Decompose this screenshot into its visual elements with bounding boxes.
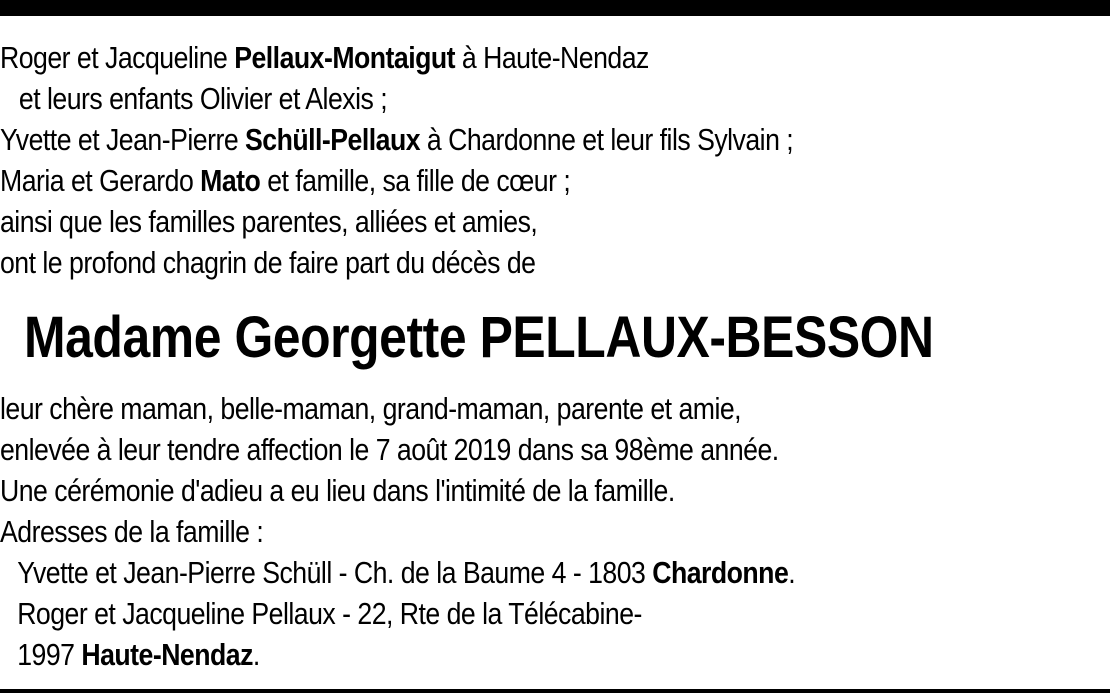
announcer-line-1 [0,37,955,78]
address-line-3 [0,634,955,675]
announcer-line-4 [0,160,955,201]
address-line-2 [0,593,955,634]
announcer-4-relation: et famille, sa fille de cœur ; [260,163,571,198]
announcer-4-names: Maria et Gerardo [0,163,201,198]
details-line-4: Adresses de la famille : [0,514,264,549]
address-3-end: . [252,637,260,672]
announcer-line-2: et leurs enfants Olivier et Alexis ; [18,81,388,116]
address-1-locality: Chardonne [652,555,789,590]
deceased-name-heading: Madame Georgette PELLAUX-BESSON [24,305,934,370]
announcer-line-5: ainsi que les familles parentes, alliées et amies, [0,204,538,239]
address-2-text: Roger et Jacqueline Pellaux - 22, Rte de la Télécabine- [17,596,642,631]
announcers-block [0,37,955,283]
address-1-end: . [788,555,796,590]
details-line-1: leur chère maman, belle-maman, grand-maman, parente et amie, [0,391,742,426]
announcer-1-surname: Pellaux-Montaigut [234,40,456,75]
announcer-line-6: ont le profond chagrin de faire part du décès de [0,245,536,280]
announcer-line-3 [0,119,955,160]
address-line-1 [0,552,955,593]
announcer-1-location: à Haute-Nendaz [455,40,649,75]
address-1-text: Yvette et Jean-Pierre Schüll - Ch. de la Baume 4 - 1803 [17,555,653,590]
details-line-2: enlevée à leur tendre affection le 7 août 2019 dans sa 98ème année. [0,432,779,467]
announcer-4-surname: Mato [200,163,261,198]
bottom-border-rule [0,689,1110,693]
top-border-rule [0,0,1110,16]
announcer-3-names: Yvette et Jean-Pierre [0,122,246,157]
address-3-locality: Haute-Nendaz [81,637,253,672]
announcer-3-location: à Chardonne et leur fils Sylvain ; [420,122,794,157]
details-block [0,388,955,675]
address-3-text: 1997 [17,637,82,672]
details-line-3: Une cérémonie d'adieu a eu lieu dans l'intimité de la famille. [0,473,675,508]
announcer-1-names: Roger et Jacqueline [0,40,235,75]
announcer-3-surname: Schüll-Pellaux [245,122,421,157]
